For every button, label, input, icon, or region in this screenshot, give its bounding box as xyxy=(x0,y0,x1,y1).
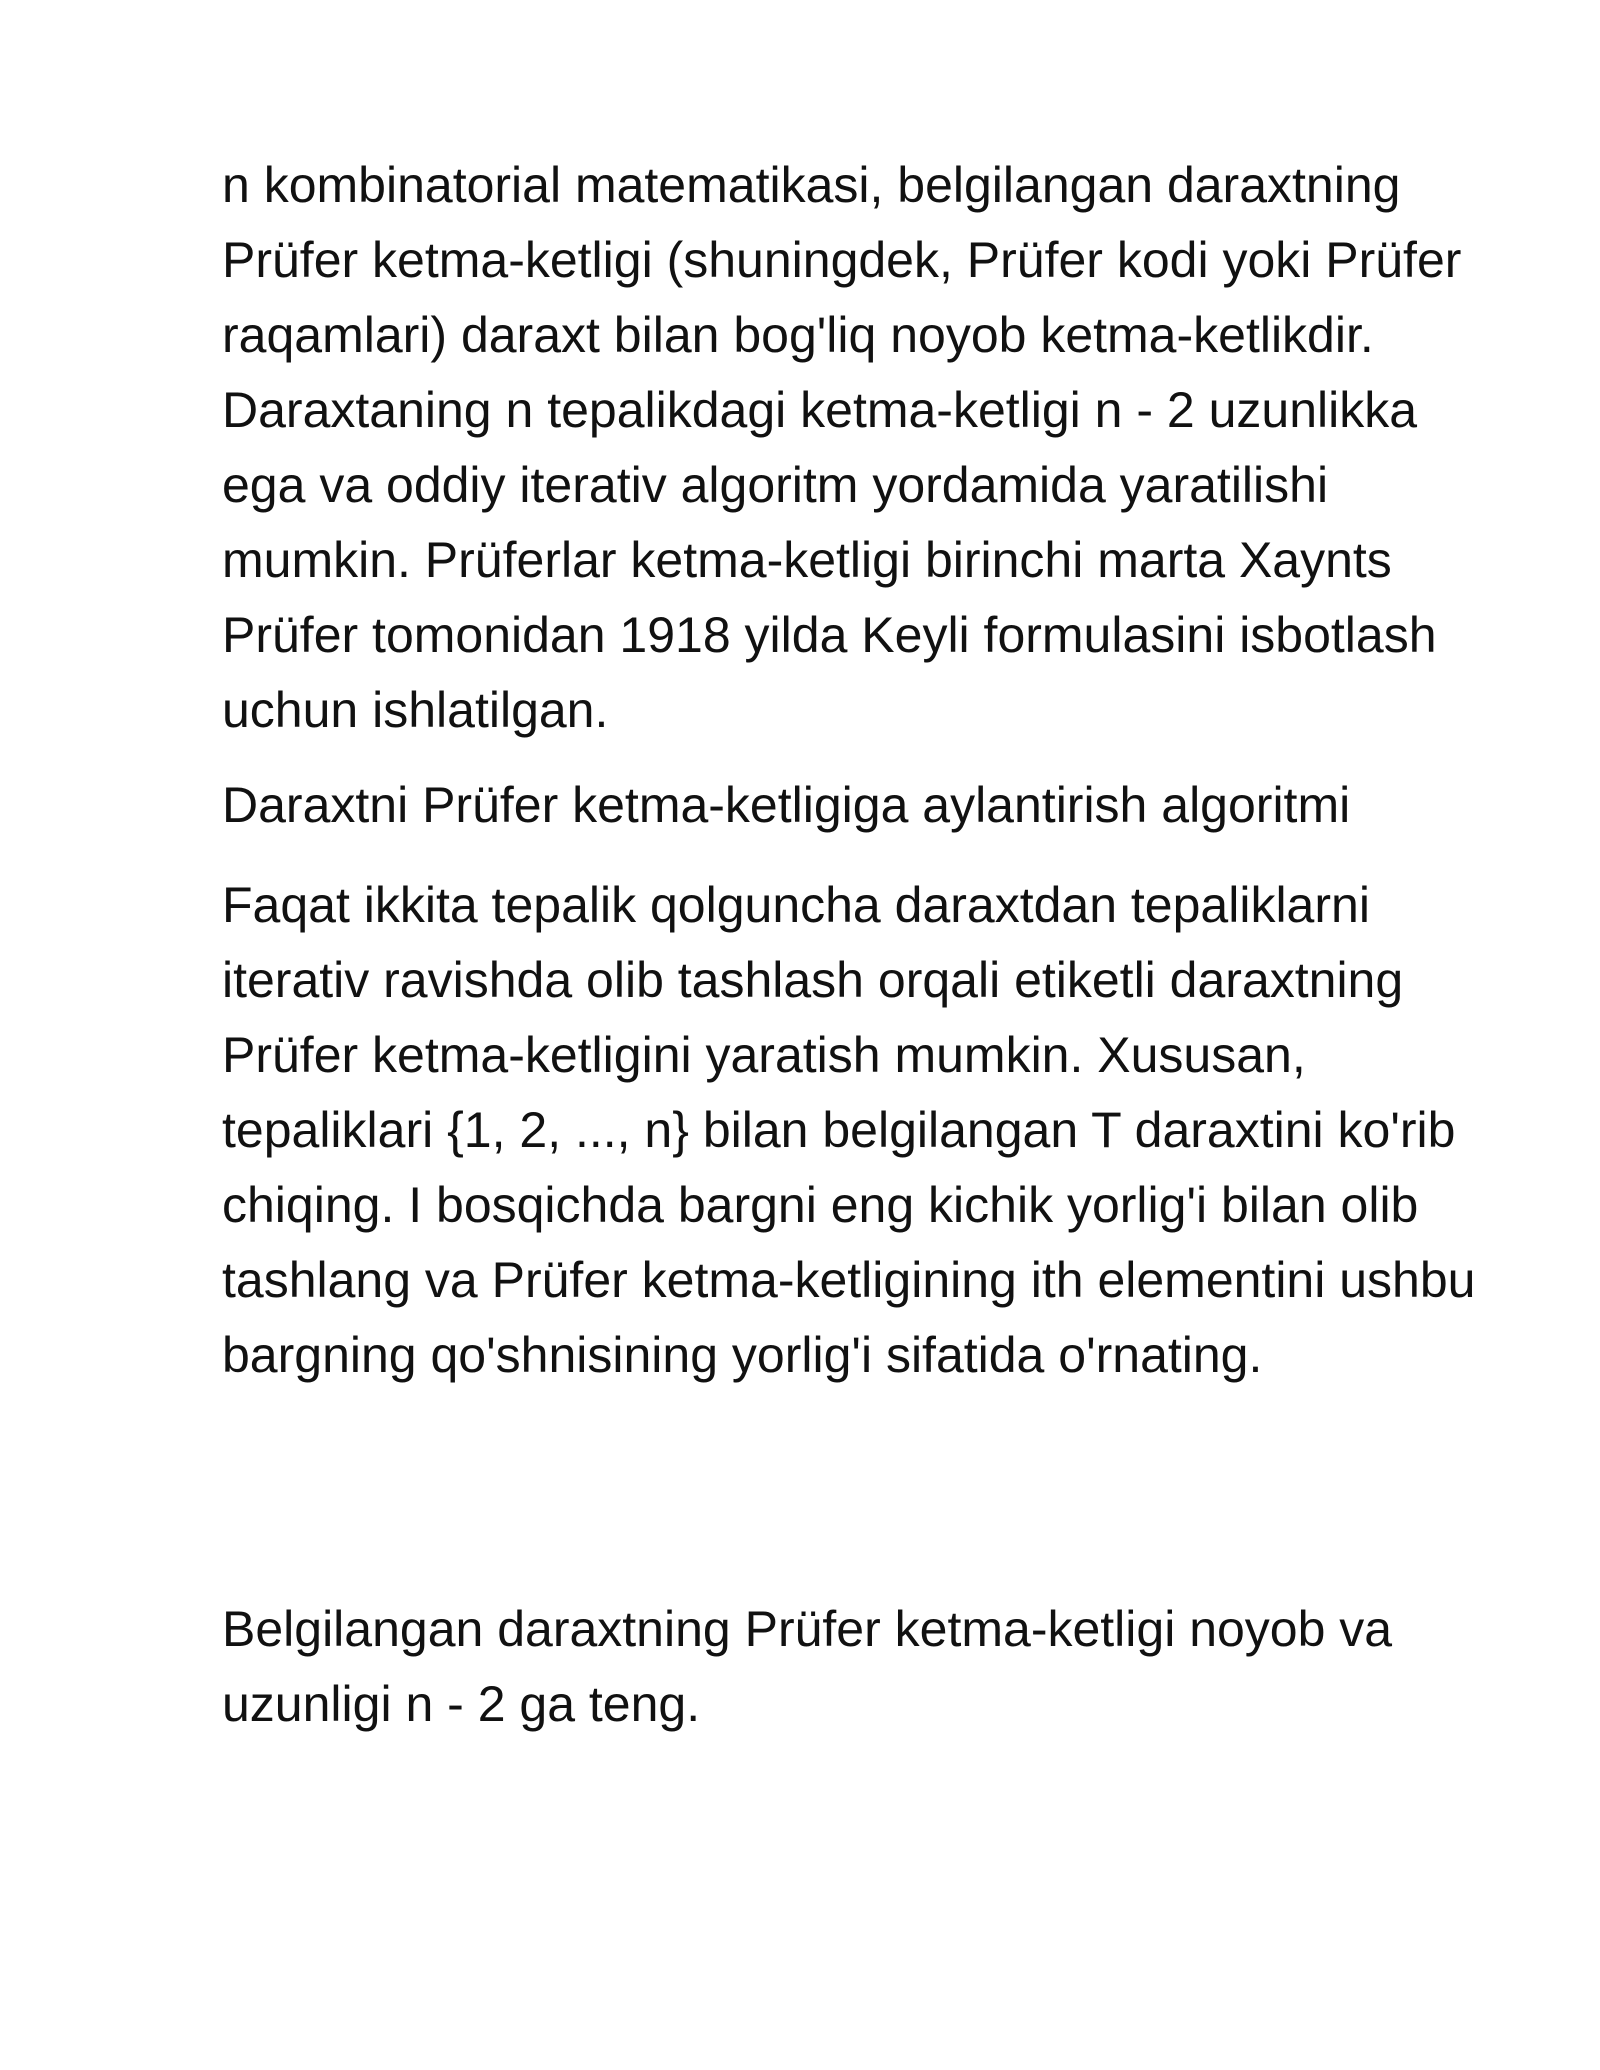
intro-paragraph: n kombinatorial matematikasi, belgilangan daraxtning Prüfer ketma-ketligi (shuningdek, Prüfer kodi yoki Prüfer raqamlari) daraxt bilan bog'liq noyob ketma-ketlikdir. Daraxtaning n tepalikdagi ketma-ketligi n - 2 uzunlikka ega va oddiy iterativ algoritm yordamida yaratilishi mumkin. Prüferlar ketma-ketligi birinchi marta Xaynts Prüfer tomonidan 1918 yilda Keyli formulasini isbotlash uchun ishlatilgan. xyxy=(222,157,1462,738)
section-heading: Daraxtni Prüfer ketma-ketligiga aylantirish algoritmi xyxy=(222,777,1351,833)
summary-paragraph: Belgilangan daraxtning Prüfer ketma-ketligi noyob va uzunligi n - 2 ga teng. xyxy=(222,1601,1393,1732)
algorithm-paragraph: Faqat ikkita tepalik qolguncha daraxtdan tepaliklarni iterativ ravishda olib tashlash orqali etiketli daraxtning Prüfer ketma-ketligini yaratish mumkin. Xususan, tepaliklari {1, 2, ..., n} bilan belgilangan T daraxtini ko'rib chiqing. I bosqichda bargni eng kichik yorlig'i bilan olib tashlang va Prüfer ketma-ketligining ith elementini ushbu bargning qo'shnisining yorlig'i sifatida o'rnating. xyxy=(222,877,1476,1383)
